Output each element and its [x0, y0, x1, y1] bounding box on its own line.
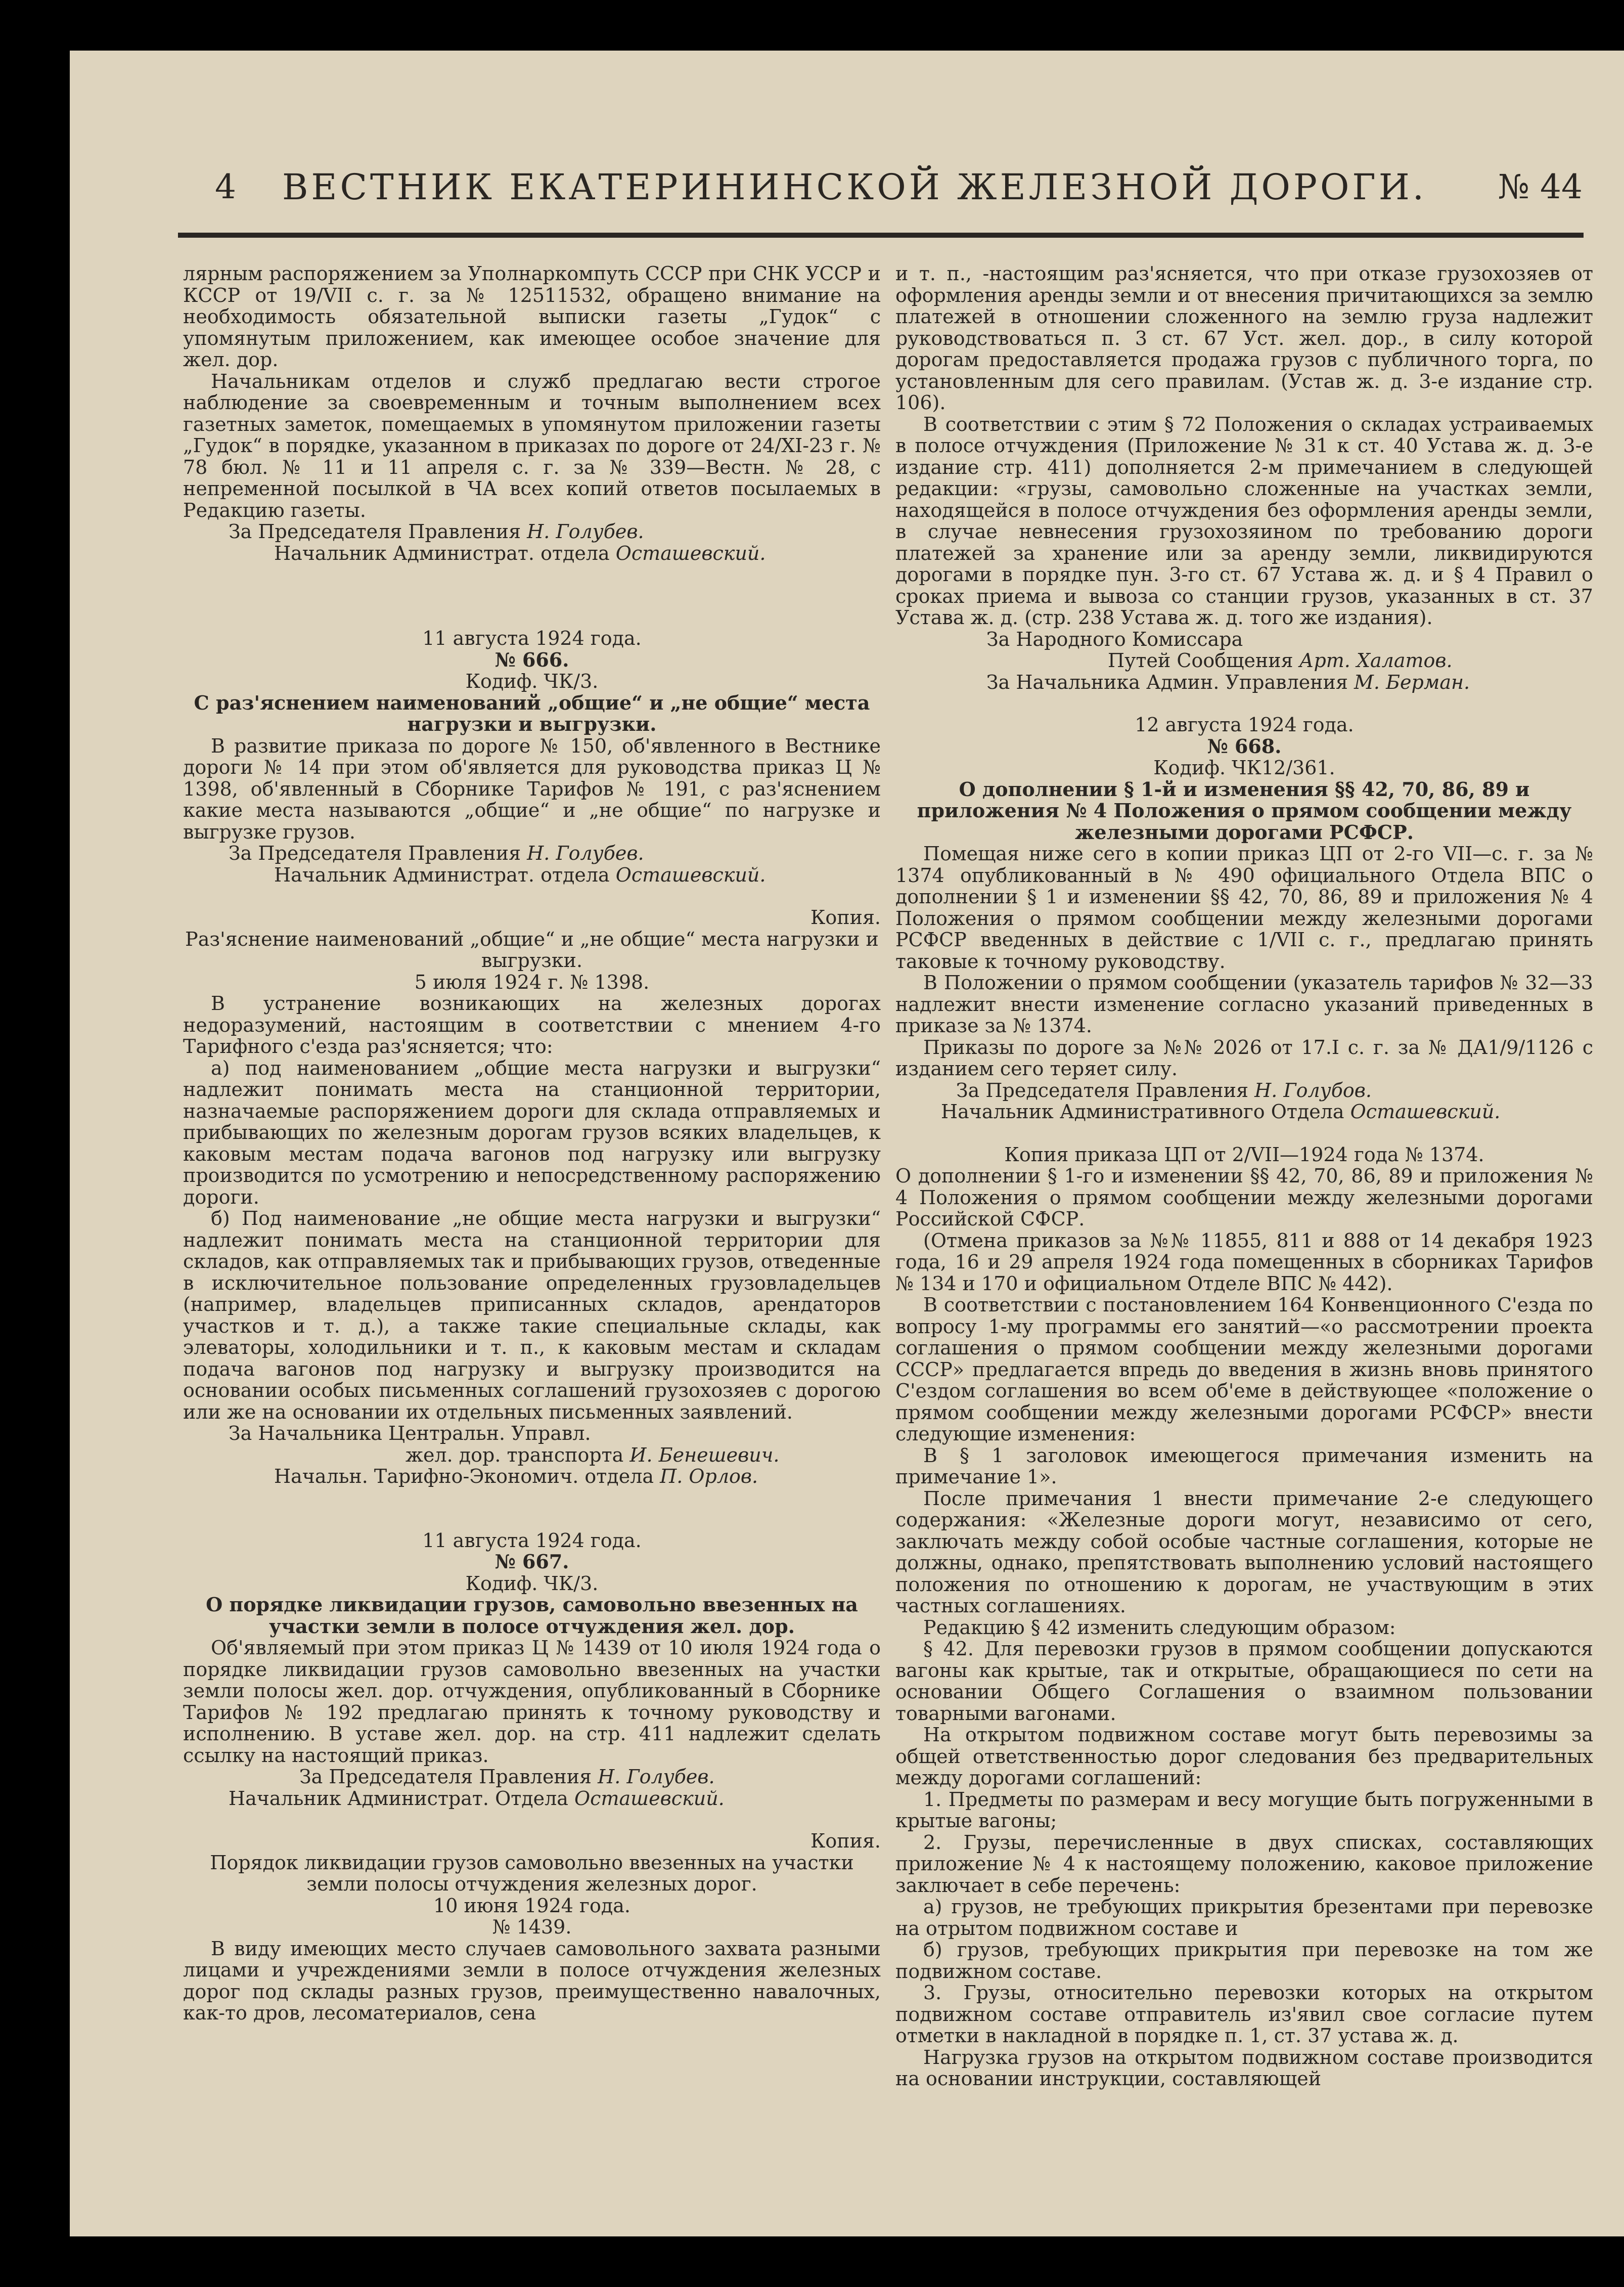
paragraph: В развитие приказа по дороге № 150, об'явленного в Вестнике дороги № 14 при этом об'является для руководства приказ Ц № 1398, об'явленный в Сборнике Тарифов № 191, с раз'яснением какие места называются „общие“ и „не общие“ по нагрузке и выгрузке грузов. [183, 734, 881, 843]
signature: За Начальника Админ. Управления М. Берман. [986, 671, 1470, 693]
copy-number: № 1439. [492, 1916, 572, 1938]
paragraph: В устранение возникающих на железных дорогах недоразумений, настоящим в соответствии с мнением 4-го Тарифного с'езда раз'ясняется; что: [183, 992, 881, 1058]
paragraph: На открытом подвижном составе могут быть перевозимы за общей ответственностью дорог следования без предварительных между дорогами соглашений: [895, 1724, 1593, 1789]
paragraph: Приказы по дороге за №№ 2026 от 17.I с. г. за № ДА1/9/1126 с изданием сего теряет силу. [895, 1036, 1593, 1080]
left-column [183, 263, 881, 2024]
paragraph: § 42. Для перевозки грузов в прямом сообщении допускаются вагоны как крытые, так и открытые, обращающиеся по сети на основании Общего Соглашения о взаимном пользовании товарными вагонами. [895, 1638, 1593, 1725]
signature: За Председателя Правления Н. Голубев. [229, 842, 644, 864]
order-title: О порядке ликвидации грузов, самовольно ввезенных на участки земли в полосе отчуждения жел. дор. [206, 1593, 858, 1638]
paragraph: а) грузов, не требующих прикрытия брезентами при перевозке на отрытом подвижном составе и [895, 1896, 1593, 1940]
page-number: 4 [215, 167, 236, 206]
issue-number: № 44 [1498, 167, 1583, 206]
right-column [895, 263, 1593, 2090]
order-date: 12 августа 1924 года. [1135, 714, 1354, 736]
paragraph: В § 1 заголовок имеющегося примечания изменить на примечание 1». [895, 1444, 1593, 1488]
signature: Начальник Административного Отдела Осташевский. [941, 1101, 1501, 1123]
paragraph: После примечания 1 внести примечание 2-е следующего содержания: «Железные дороги могут, независимо от сего, заключать между собой особые частные соглашения, которые не должны, однако, препятствовать выполнению условий настоящего положения по отношению к дорогам, не участвующим в этих частных соглашениях. [895, 1487, 1593, 1617]
order-codification: Кодиф. ЧК/3. [465, 670, 599, 692]
signature: жел. дор. транспорта И. Бенешевич. [405, 1443, 780, 1466]
paragraph: 2. Грузы, перечисленные в двух списках, составляющих приложение № 4 к настоящему положению, каковое приложение заключает в себе перечень: [895, 1831, 1593, 1897]
order-codification: Кодиф. ЧК/3. [465, 1572, 599, 1595]
copy-date: 5 июля 1924 г. № 1398. [414, 971, 650, 993]
order-title: С раз'яснением наименований „общие“ и „не общие“ места нагрузки и выгрузки. [194, 691, 870, 735]
paragraph: В виду имеющих место случаев самовольного захвата разными лицами и учреждениями земли в полосе отчуждения железных дорог под склады разных грузов, преимущественно навалочных, как-то дров, лесоматериалов, сена [183, 1937, 881, 2024]
paragraph: б) грузов, требующих прикрытия при перевозке на том же подвижном составе. [895, 1939, 1593, 1983]
order-number: № 668. [1207, 734, 1282, 758]
page-header [126, 152, 1583, 223]
paragraph: Помещая ниже сего в копии приказ ЦП от 2-го VII—с. г. за № 1374 опубликованный в № 490 официального Отдела ВПС о дополнении § 1 и изменении §§ 42, 70, 86, 89 и приложения № 4 Положения о прямом сообщении между железными дорогами РСФСР введенных в действие с 1/VII с. г., предлагаю принять таковые к точному руководству. [895, 843, 1593, 973]
paragraph: а) под наименованием „общие места нагрузки и выгрузки“ надлежит понимать места на станционной территории, назначаемые распоряжением дороги для склада отправляемых и прибывающих по железным дорогам грузов всяких владельцев, к каковым местам подача вагонов под нагрузку или выгрузку производится по усмотрению и непосредственному распоряжению дороги. [183, 1057, 881, 1208]
order-number: № 666. [494, 648, 569, 671]
header-rule [178, 233, 1584, 238]
paragraph: 3. Грузы, относительно перевозки которых на открытом подвижном составе отправитель из'явил свое согласие путем отметки в накладной в порядке п. 1, ст. 37 устава ж. д. [895, 1982, 1593, 2047]
order-title: О дополнении § 1-й и изменения §§ 42, 70, 86, 89 и приложения № 4 Положения о прямом сообщении между железными дорогами РСФСР. [917, 777, 1572, 844]
paragraph: 1. Предметы по размерам и весу могущие быть погруженными в крытые вагоны; [895, 1788, 1593, 1832]
signature: За Начальника Центральн. Управл. [229, 1422, 591, 1444]
signature: Начальн. Тарифно-Экономич. отдела П. Орлов. [274, 1465, 758, 1487]
paragraph: В соответствии с постановлением 164 Конвенционного С'езда по вопросу 1-му программы его занятий—«о рассмотрении проекта соглашения о прямом сообщении между железными дорогами СССР» предлагается впредь до введения в жизнь вновь принятого С'ездом соглашения во всем об'еме в действующее «положение о прямом сообщении между железными дорогами РСФСР» внести следующие изменения: [895, 1294, 1593, 1445]
copy-label: Копия. [810, 906, 881, 929]
paragraph: В Положении о прямом сообщении (указатель тарифов № 32—33 надлежит внести изменение согласно указаний приведенных в приказе за № 1374. [895, 972, 1593, 1037]
paragraph: (Отмена приказов за №№ 11855, 811 и 888 от 14 декабря 1923 года, 16 и 29 апреля 1924 года помещенных в сборниках Тарифов № 134 и 170 и официальном Отделе ВПС № 442). [895, 1229, 1593, 1295]
copy-label: Копия. [810, 1830, 881, 1852]
order-date: 11 августа 1924 года. [422, 627, 642, 649]
signature: Путей Сообщения Арт. Халатов. [1108, 649, 1453, 672]
paragraph: Начальникам отделов и служб предлагаю вести строгое наблюдение за своевременным и точным выполнением всех газетных заметок, помещаемых в упомянутом приложении газеты „Гудок“ в порядке, указанном в приказах по дороге от 24/XI-23 г. № 78 бюл. № 11 и 11 апреля с. г. за № 339—Вестн. № 28, с непременной посылкой в ЧА всех копий ответов посылаемых в Редакцию газеты. [183, 370, 881, 521]
paragraph: и т. п., -настоящим раз'ясняется, что при отказе грузохозяев от оформления аренды земли и от внесения причитающихся за землю платежей в отношении сложенного на землю груза надлежит руководствоваться п. 3 ст. 67 Уст. жел. дор., в силу которой дорогам предоставляется продажа грузов с публичного торга, по установленным для сего правилам. (Устав ж. д. 3-е издание стр. 106). [895, 262, 1593, 414]
signature: Начальник Администрат. отдела Осташевский. [274, 863, 766, 886]
signature: За Народного Комиссара [986, 628, 1243, 650]
order-number: № 667. [494, 1550, 569, 1573]
copy-title: Порядок ликвидации грузов самовольно ввезенных на участки земли полосы отчуждения железных дорог. [210, 1851, 854, 1895]
copy-title: Раз'яснение наименований „общие“ и „не общие“ места нагрузки и выгрузки. [185, 928, 879, 972]
newspaper-title: ВЕСТНИК ЕКАТЕРИНИНСКОЙ ЖЕЛЕЗНОЙ ДОРОГИ. [282, 166, 1427, 208]
paragraph: О дополнении § 1-го и изменении §§ 42, 70, 86, 89 и приложения № 4 Положения о прямом сообщении между железными дорогами Российской СФСР. [895, 1165, 1593, 1230]
paragraph: Редакцию § 42 изменить следующим образом: [923, 1616, 1396, 1639]
signature: За Председателя Правления Н. Голубев. [299, 1766, 715, 1788]
signature: Начальник Администрат. отдела Осташевский. [274, 542, 766, 564]
paragraph: б) Под наименование „не общие места нагрузки и выгрузки“ надлежит понимать места на станционной территории для складов, как отправляемых так и прибывающих грузов, отведенные в исключительное пользование определенных грузовладельцев (например, владельцев приписанных складов, арендаторов участков и т. д.), а также такие специальные склады, как элеваторы, холодильники и т. п., к каковым местам и складам подача вагонов под нагрузку и выгрузку производится на основании особых письменных соглашений грузохозяев с дорогою или же на основании их отдельных письменных заявлений. [183, 1207, 881, 1423]
copy-date: 10 июня 1924 года. [433, 1894, 630, 1917]
signature: За Председателя Правления Н. Голубов. [956, 1079, 1372, 1102]
copy-title: Копия приказа ЦП от 2/VII—1924 года № 1374. [1004, 1143, 1484, 1166]
paragraph: лярным распоряжением за Уполнаркомпуть СССР при СНК УССР и КССР от 19/VII с. г. за № 12511532, обращено внимание на необходимость обязательной выписки газеты „Гудок“ с упомянутым приложением, как имеющее особое значение для жел. дор. [183, 262, 881, 371]
signature: Начальник Администрат. Отдела Осташевский. [229, 1787, 725, 1810]
order-date: 11 августа 1924 года. [422, 1529, 642, 1552]
signature: За Председателя Правления Н. Голубев. [229, 520, 644, 543]
paragraph: В соответствии с этим § 72 Положения о складах устраиваемых в полосе отчуждения (Приложение № 31 к ст. 40 Устава ж. д. 3-е издание стр. 411) дополняется 2-м примечанием в следующей редакции: «грузы, самовольно сложенные на участках земли, находящейся в полосе отчуждения без оформления аренды земли, в случае невнесения грузохозяином по требованию дороги платежей за хранение или за аренду земли, ликвидируются дорогами в порядке пун. 3-го ст. 67 Устава ж. д. и § 4 Правил о сроках приема и вывоза со станции грузов, указанных в ст. 37 Устава ж. д. (стр. 238 Устава ж. д. того же издания). [895, 413, 1593, 629]
paragraph: Нагрузка грузов на открытом подвижном составе производится на основании инструкции, составляющей [895, 2046, 1593, 2090]
order-codification: Кодиф. ЧК12/361. [1153, 757, 1335, 779]
paragraph: Об'являемый при этом приказ Ц № 1439 от 10 июля 1924 года о порядке ликвидации грузов самовольно ввезенных на участки земли полосы жел. дор. отчуждения, опубликованный в Сборнике Тарифов № 192 предлагаю принять к точному руководству и исполнению. В уставе жел. дор. на стр. 411 надлежит сделать ссылку на настоящий приказ. [183, 1637, 881, 1767]
